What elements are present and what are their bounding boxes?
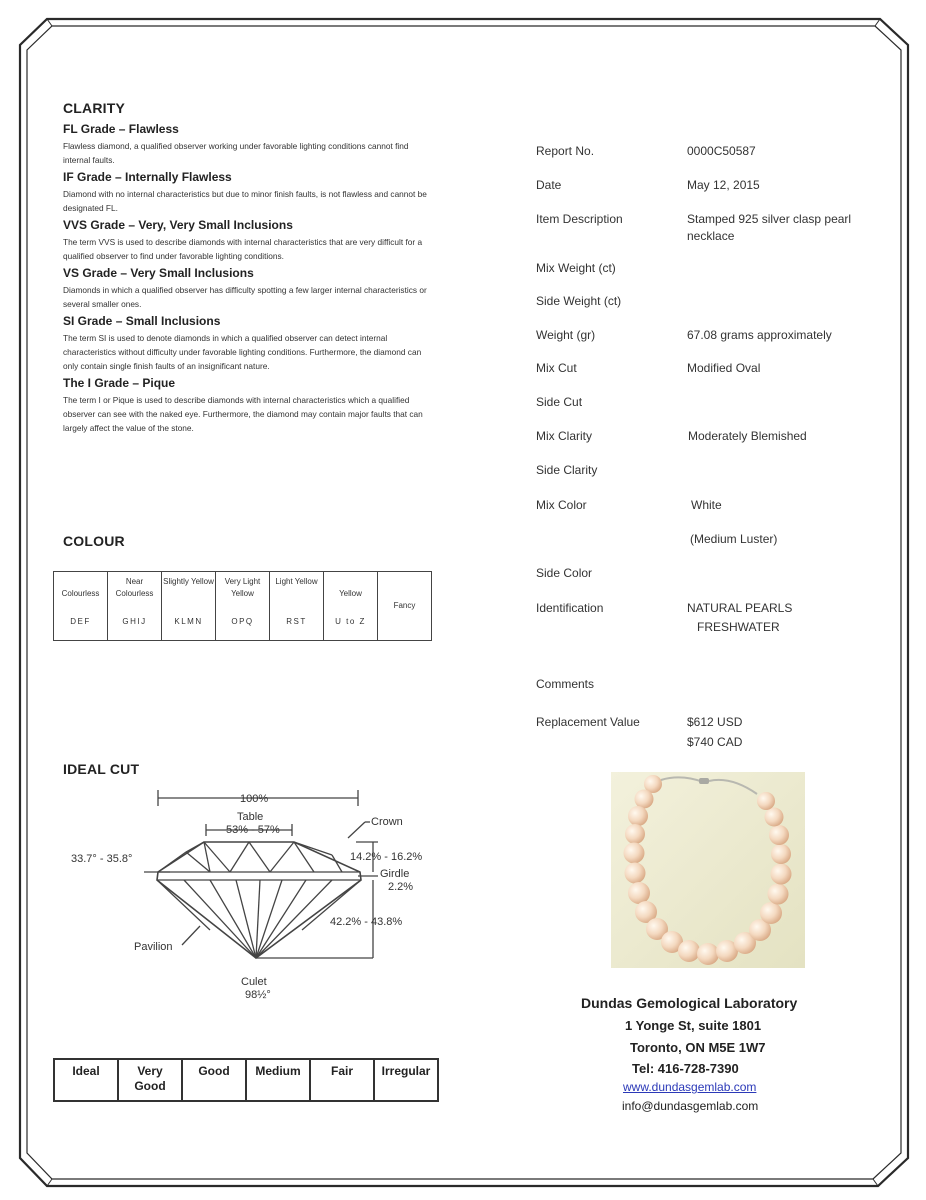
- cut-grade-cell: Irregular: [374, 1059, 438, 1101]
- clarity-grade-si: [63, 314, 433, 373]
- weight-label: Weight (gr): [536, 328, 596, 342]
- cut-girdle-pct: 2.2%: [388, 881, 414, 893]
- cut-grade-cell: Fair: [310, 1059, 374, 1101]
- colour-name: Near Colourless: [115, 577, 154, 598]
- grade-desc: The term SI is used to denote diamonds in which a qualified observer can detect internal characteristics without difficulty under favorable lighting conditions. Furthermore, the diamond can only contain single finish faults of an insignificant nature.: [63, 333, 422, 371]
- comments-label: Comments: [536, 677, 595, 691]
- clarity-grade-vs: [63, 266, 433, 311]
- item-description-value: Stamped 925 silver clasp pearl necklace: [687, 212, 852, 243]
- grade-desc: Diamond with no internal characteristics but due to minor finish faults, is not flawless and cannot be designated FL.: [63, 189, 427, 213]
- grade-title: VS Grade – Very Small Inclusions: [63, 266, 254, 280]
- clarity-title: CLARITY: [63, 100, 126, 116]
- side-color-label: Side Color: [536, 566, 593, 580]
- report-no-value: 0000C50587: [687, 144, 756, 158]
- item-description-label: Item Description: [536, 212, 623, 226]
- lab-address-2: Toronto, ON M5E 1W7: [630, 1040, 766, 1055]
- lab-address-1: 1 Yonge St, suite 1801: [625, 1018, 762, 1033]
- replacement-value-cad: $740 CAD: [687, 735, 743, 749]
- cut-grade-cell: Very Good: [118, 1059, 182, 1101]
- cut-table-label: Table: [237, 811, 264, 823]
- clarity-section: [63, 100, 433, 438]
- mix-cut-value: Modified Oval: [687, 361, 761, 375]
- mix-color-value: White: [691, 498, 722, 512]
- grade-desc: The term I or Pique is used to describe diamonds with internal characteristics which a qualified observer can see with the naked eye. Furthermore, the diamond may contain major faults that can largely affect the value of the stone.: [63, 395, 423, 433]
- date-label: Date: [536, 178, 562, 192]
- colour-letters: GHIJ: [122, 617, 147, 626]
- colour-letters: OPQ: [231, 617, 254, 626]
- mix-clarity-label: Mix Clarity: [536, 429, 592, 443]
- colour-name: Light Yellow: [275, 577, 318, 586]
- colour-name: Fancy: [393, 601, 416, 610]
- colour-cell: [216, 572, 270, 641]
- side-clarity-label: Side Clarity: [536, 463, 598, 477]
- cut-girdle-label: Girdle: [380, 868, 410, 880]
- colour-name: Yellow: [339, 589, 362, 598]
- lab-email: info@dundasgemlab.com: [622, 1099, 759, 1113]
- colour-letters: RST: [286, 617, 307, 626]
- clarity-grade-if: [63, 170, 433, 215]
- cut-grade-cell: Good: [182, 1059, 246, 1101]
- ideal-cut-title: IDEAL CUT: [63, 761, 140, 777]
- replacement-value-label: Replacement Value: [536, 715, 640, 729]
- mix-cut-label: Mix Cut: [536, 361, 577, 375]
- mix-color-note: (Medium Luster): [690, 532, 778, 546]
- report-no-label: Report No.: [536, 144, 595, 158]
- cut-grade-cell: Ideal: [54, 1059, 118, 1101]
- grade-desc: The term VVS is used to describe diamonds with internal characteristics that are very difficult for a qualified observer to find under favorable lighting conditions.: [63, 237, 423, 261]
- pearl-necklace-photo: [611, 772, 805, 968]
- grade-title: IF Grade – Internally Flawless: [63, 170, 232, 184]
- mix-clarity-value: Moderately Blemished: [688, 429, 807, 443]
- side-weight-label: Side Weight (ct): [536, 294, 622, 308]
- colour-cell: [162, 572, 216, 641]
- grade-desc: Diamonds in which a qualified observer has difficulty spotting a few larger internal characteristics or several smaller ones.: [63, 285, 427, 309]
- lab-tel: Tel: 416-728-7390: [632, 1061, 739, 1076]
- colour-cell: [270, 572, 324, 641]
- cut-table-range: 53% - 57%: [226, 824, 280, 836]
- date-value: May 12, 2015: [687, 178, 760, 192]
- colour-letters: KLMN: [174, 617, 203, 626]
- colour-cell: [324, 572, 378, 641]
- colour-letters: U to Z: [335, 617, 366, 626]
- grade-title: The I Grade – Pique: [63, 376, 176, 390]
- colour-scale-table: [53, 571, 432, 641]
- colour-cell: [378, 572, 432, 641]
- diamond-cut-diagram: [60, 780, 450, 1005]
- clarity-grade-fl: [63, 122, 433, 167]
- weight-value: 67.08 grams approximately: [687, 328, 832, 342]
- cut-pavilion-label: Pavilion: [134, 941, 173, 953]
- cut-crown-height: 14.2% - 16.2%: [350, 851, 423, 863]
- identification-value: NATURAL PEARLS: [687, 601, 793, 615]
- cut-culet-pct: 98½°: [245, 989, 271, 1001]
- colour-name: Very Light Yellow: [224, 577, 261, 598]
- identification-value-2: FRESHWATER: [697, 620, 780, 634]
- grade-title: FL Grade – Flawless: [63, 122, 179, 136]
- cut-crown-angle: 33.7° - 35.8°: [71, 853, 133, 865]
- side-cut-label: Side Cut: [536, 395, 583, 409]
- colour-title: COLOUR: [63, 533, 125, 549]
- cut-culet-label: Culet: [241, 976, 267, 988]
- cut-pavilion-depth: 42.2% - 43.8%: [330, 916, 403, 928]
- clarity-grade-vvs: [63, 218, 433, 263]
- cut-width-label: 100%: [240, 793, 269, 805]
- lab-name: Dundas Gemological Laboratory: [581, 995, 798, 1011]
- colour-name: Colourless: [61, 589, 100, 598]
- grade-title: VVS Grade – Very, Very Small Inclusions: [63, 218, 293, 232]
- cut-grade-cell: Medium: [246, 1059, 310, 1101]
- grade-desc: Flawless diamond, a qualified observer working under favorable lighting conditions cannot find internal faults.: [63, 141, 409, 165]
- colour-name: Slightly Yellow: [163, 577, 214, 586]
- colour-cell: [54, 572, 108, 641]
- identification-label: Identification: [536, 601, 604, 615]
- clarity-grade-i: [63, 376, 433, 435]
- colour-cell: [108, 572, 162, 641]
- mix-color-label: Mix Color: [536, 498, 587, 512]
- lab-website-link[interactable]: www.dundasgemlab.com: [623, 1080, 757, 1094]
- mix-weight-label: Mix Weight (ct): [536, 261, 616, 275]
- cut-grade-table: [53, 1058, 439, 1102]
- colour-letters: DEF: [70, 617, 91, 626]
- grade-title: SI Grade – Small Inclusions: [63, 314, 221, 328]
- replacement-value-usd: $612 USD: [687, 715, 743, 729]
- cut-crown-label: Crown: [371, 816, 403, 828]
